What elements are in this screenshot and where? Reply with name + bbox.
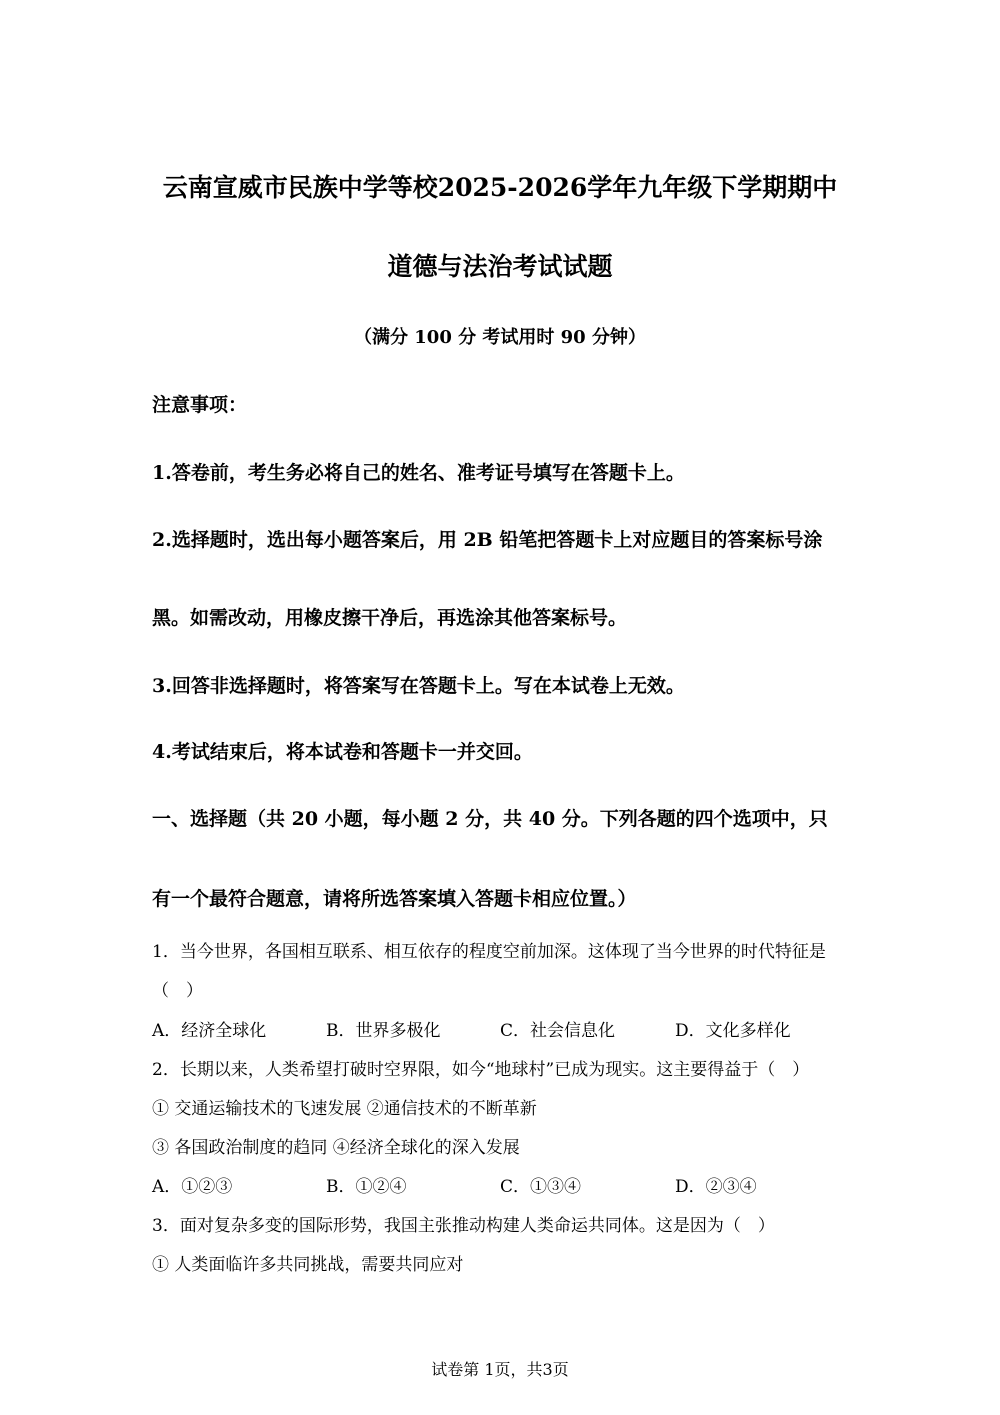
question-1-option-a: A．经济全球化 (152, 1021, 267, 1041)
notes-heading: 注意事项： (152, 394, 248, 416)
question-1-stem-line1: 1．当今世界，各国相互联系、相互依存的程度空前加深。这体现了当今世界的时代特征是 (152, 942, 826, 962)
question-3-statements-line1: ① 人类面临许多共同挑战，需要共同应对 (152, 1255, 464, 1275)
question-2-option-a: A．①②③ (152, 1177, 233, 1197)
exam-title-line1: 云南宣威市民族中学等校2025-2026学年九年级下学期期中 (162, 173, 838, 202)
section-heading-line1: 一、选择题（共 20 小题，每小题 2 分，共 40 分。下列各题的四个选项中，只 (152, 808, 828, 830)
question-2-stem: 2．长期以来，人类希望打破时空界限，如今“地球村”已成为现实。这主要得益于（ ） (152, 1060, 810, 1080)
question-1-option-c: C．社会信息化 (500, 1021, 616, 1041)
exam-subtitle: （满分 100 分 考试用时 90 分钟） (354, 327, 646, 348)
question-1-stem-line2: （ ） (152, 981, 203, 1001)
notes-item-2-line1: 2.选择题时，选出每小题答案后，用 2B 铅笔把答题卡上对应题目的答案标号涂 (152, 529, 823, 551)
question-2-option-c: C．①③④ (500, 1177, 582, 1197)
notes-item-2-line2: 黑。如需改动，用橡皮擦干净后，再选涂其他答案标号。 (152, 607, 628, 629)
question-3-stem: 3．面对复杂多变的国际形势，我国主张推动构建人类命运共同体。这是因为（ ） (152, 1216, 775, 1236)
exam-title-line2: 道德与法治考试试题 (387, 252, 613, 281)
section-heading-line2: 有一个最符合题意，请将所选答案填入答题卡相应位置。） (152, 888, 637, 910)
question-2-statements-line1: ① 交通运输技术的飞速发展 ②通信技术的不断革新 (152, 1099, 537, 1119)
question-1-option-d: D．文化多样化 (675, 1021, 791, 1041)
question-2-option-b: B．①②④ (326, 1177, 407, 1197)
page-footer: 试卷第 1页，共3页 (431, 1360, 569, 1379)
question-1-option-b: B．世界多极化 (326, 1021, 441, 1041)
question-2-statements-line2: ③ 各国政治制度的趋同 ④经济全球化的深入发展 (152, 1138, 520, 1158)
notes-item-4: 4.考试结束后，将本试卷和答题卡一并交回。 (152, 741, 533, 763)
notes-item-3: 3.回答非选择题时，将答案写在答题卡上。写在本试卷上无效。 (152, 675, 685, 697)
notes-item-1: 1.答卷前，考生务必将自己的姓名、准考证号填写在答题卡上。 (152, 462, 685, 484)
question-2-option-d: D．②③④ (675, 1177, 757, 1197)
